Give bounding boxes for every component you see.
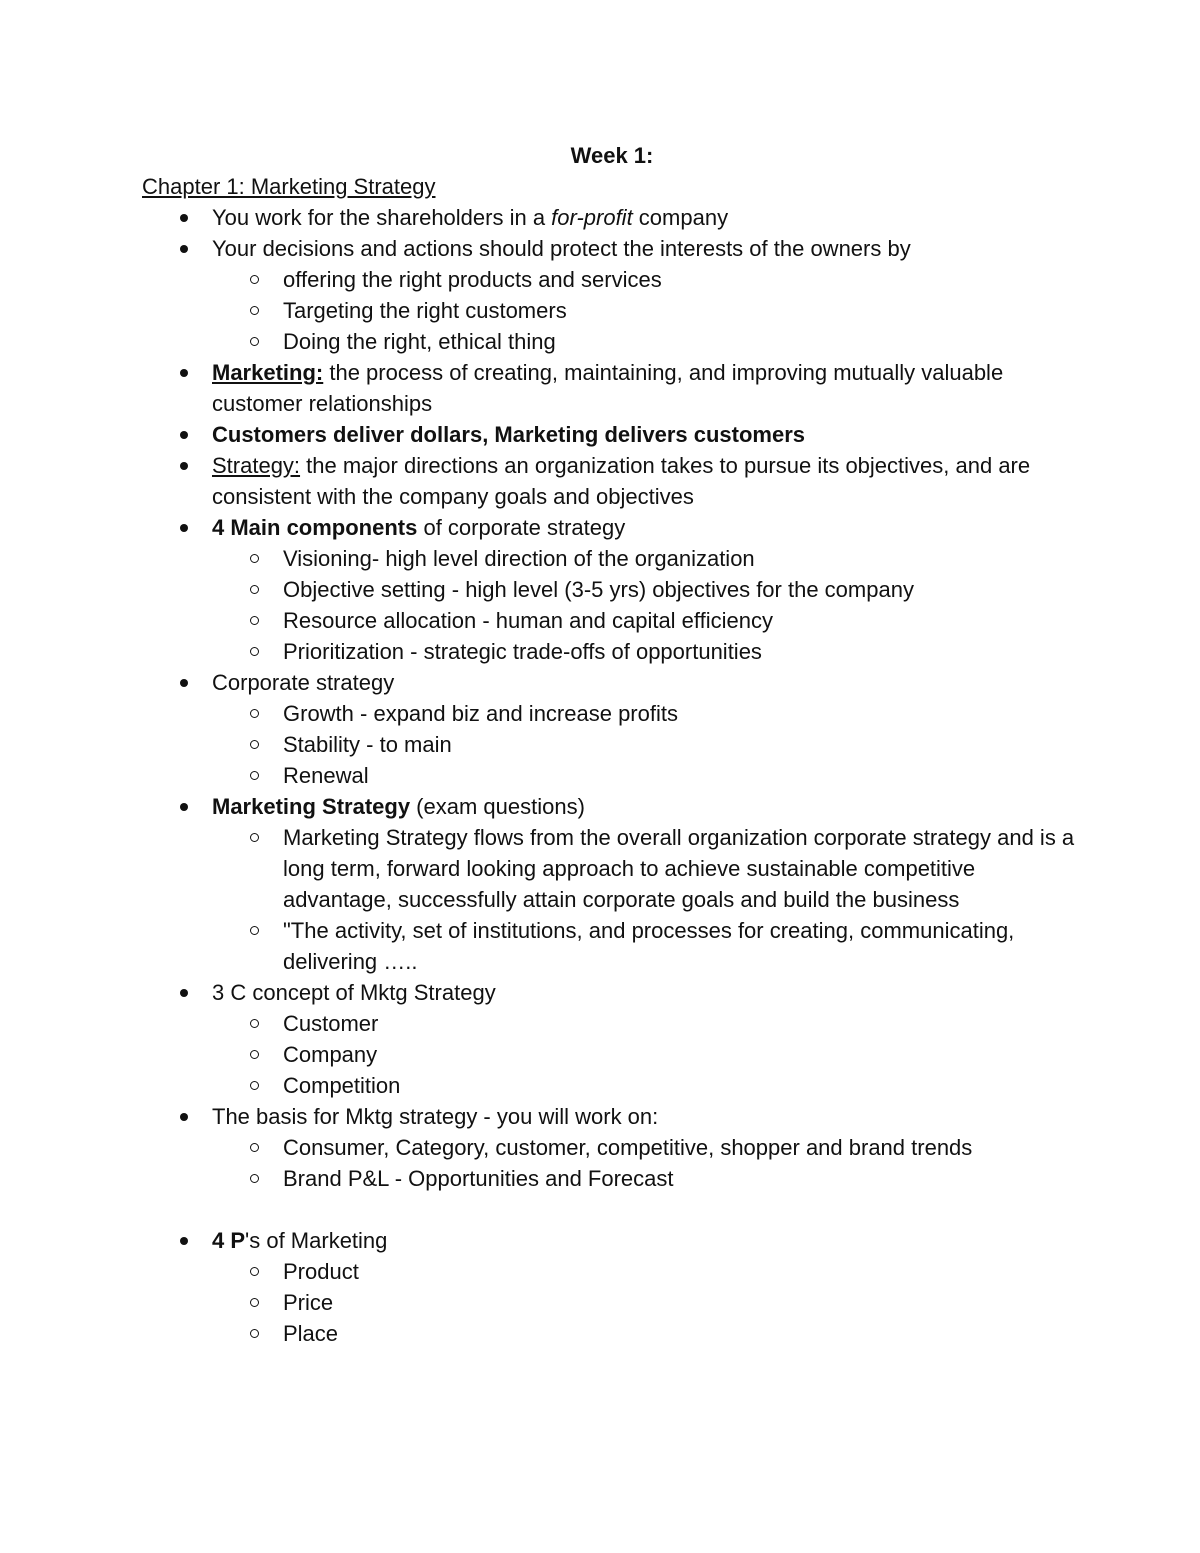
- list-item-customers-dollars: [142, 419, 1082, 450]
- list-item-strategy-definition: [142, 450, 1082, 512]
- sublist-item: Customer: [212, 1008, 1082, 1039]
- notes-list: [142, 202, 1082, 1194]
- item-text: Customers deliver dollars, Marketing delivers customers: [212, 422, 806, 447]
- item-emphasis: Marketing Strategy: [212, 794, 411, 819]
- list-item-3c-concept: [142, 977, 1082, 1101]
- sublist-item: Price: [212, 1287, 1082, 1318]
- sublist-item: Doing the right, ethical thing: [212, 326, 1082, 357]
- notes-list-continued: [142, 1225, 1082, 1349]
- list-item-corporate-strategy: [142, 667, 1082, 791]
- sublist-item: Prioritization - strategic trade-offs of opportunities: [212, 636, 1082, 667]
- item-text: company: [632, 205, 729, 230]
- sublist-item: "The activity, set of institutions, and processes for creating, communicating, delivering …..: [212, 915, 1082, 977]
- sublist-item: Stability - to main: [212, 729, 1082, 760]
- sublist-item: Company: [212, 1039, 1082, 1070]
- list-item-decisions: [142, 233, 1082, 357]
- sublist: [212, 1132, 1082, 1194]
- item-text: the process of creating, maintaining, and improving mutually valuable customer relationships: [212, 360, 1004, 416]
- sublist: [212, 822, 1082, 977]
- sublist-item: Marketing Strategy flows from the overall organization corporate strategy and is a long term, forward looking approach to achieve sustainable competitive advantage, successfully attain corporate goals and build the business: [212, 822, 1082, 915]
- term-strategy: Strategy:: [212, 453, 301, 478]
- item-text: of corporate strategy: [417, 515, 626, 540]
- item-text: (exam questions): [410, 794, 585, 819]
- week-title: Week 1:: [570, 143, 654, 168]
- sublist-item: Visioning- high level direction of the organization: [212, 543, 1082, 574]
- document-page: [142, 140, 1082, 1349]
- list-item-main-components: [142, 512, 1082, 667]
- sublist-item: Renewal: [212, 760, 1082, 791]
- sublist: [212, 1256, 1082, 1349]
- sublist: [212, 543, 1082, 667]
- item-text: 3 C concept of Mktg Strategy: [212, 980, 496, 1005]
- sublist-item: Competition: [212, 1070, 1082, 1101]
- item-emphasis: 4 P: [212, 1228, 246, 1253]
- sublist-item: Growth - expand biz and increase profits: [212, 698, 1082, 729]
- item-emphasis: 4 Main components: [212, 515, 418, 540]
- item-text: 's of Marketing: [245, 1228, 388, 1253]
- chapter-heading: Chapter 1: Marketing Strategy: [142, 174, 436, 199]
- sublist-item: Consumer, Category, customer, competitive, shopper and brand trends: [212, 1132, 1082, 1163]
- term-marketing: Marketing:: [212, 360, 324, 385]
- list-item-marketing-definition: [142, 357, 1082, 419]
- sublist-item: Objective setting - high level (3-5 yrs) objectives for the company: [212, 574, 1082, 605]
- sublist-item: Brand P&L - Opportunities and Forecast: [212, 1163, 1082, 1194]
- sublist-item: Resource allocation - human and capital efficiency: [212, 605, 1082, 636]
- list-item-shareholders: [142, 202, 1082, 233]
- sublist: [212, 1008, 1082, 1101]
- sublist-item: Place: [212, 1318, 1082, 1349]
- sublist-item: Targeting the right customers: [212, 295, 1082, 326]
- list-item-marketing-strategy: [142, 791, 1082, 977]
- sublist-item: Product: [212, 1256, 1082, 1287]
- blank-line: [142, 1194, 1082, 1225]
- item-text: Corporate strategy: [212, 670, 395, 695]
- item-emphasis: for-profit: [551, 205, 633, 230]
- item-text: The basis for Mktg strategy - you will work on:: [212, 1104, 659, 1129]
- sublist: [212, 264, 1082, 357]
- item-text: Your decisions and actions should protect the interests of the owners by: [212, 236, 911, 261]
- item-text: the major directions an organization takes to pursue its objectives, and are consistent with the company goals and objectives: [212, 453, 1031, 509]
- item-text: You work for the shareholders in a: [212, 205, 552, 230]
- sublist-item: offering the right products and services: [212, 264, 1082, 295]
- list-item-4ps: [142, 1225, 1082, 1349]
- list-item-basis: [142, 1101, 1082, 1194]
- sublist: [212, 698, 1082, 791]
